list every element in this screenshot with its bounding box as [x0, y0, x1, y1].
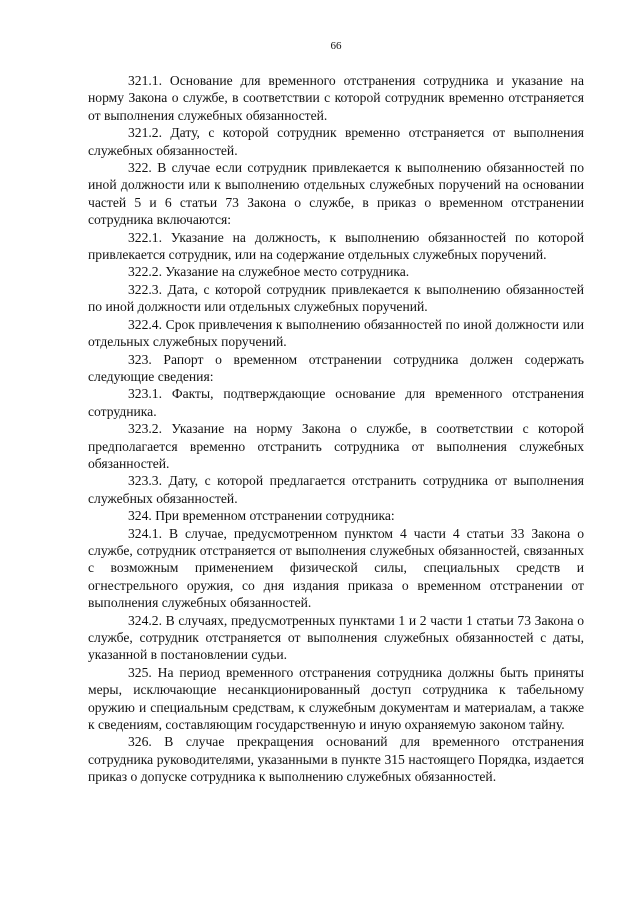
page-number: 66: [330, 40, 342, 52]
paragraph-324: 324. При временном отстранении сотрудника:: [128, 508, 395, 524]
paragraph-322: 322. В случае если сотрудник привлекается к выполнению обязанностей по иной должности или к выполнению отдельных служебных поручений на основании частей 5 и 6 статьи 73 Закона о службе, в приказ о временном отстранении сотрудника включаются:: [88, 160, 584, 228]
paragraph-322-2: 322.2. Указание на служебное место сотрудника.: [128, 264, 410, 280]
paragraph-326: 326. В случае прекращения оснований для временного отстранения сотрудника руководителями, указанными в пункте 315 настоящего Порядка, издается приказ о допуске сотрудника к выполнению служебных обязанностей.: [88, 734, 584, 785]
paragraph-322-4: 322.4. Срок привлечения к выполнению обязанностей по иной должности или отдельных служебных поручений.: [88, 316, 584, 350]
paragraph-323-1: 323.1. Факты, подтверждающие основание для временного отстранения сотрудника.: [88, 386, 584, 419]
paragraph-324-1: 324.1. В случае, предусмотренном пунктом 4 части 4 статьи 33 Закона о службе, сотрудник отстраняется от выполнения служебных обязанностей, связанных с возможным применением физической силы, специальных средств и огнестрельного оружия, со дня издания приказа о временном отстранении от выполнения служебных обязанностей.: [88, 525, 584, 611]
paragraph-325: 325. На период временного отстранения сотрудника должны быть приняты меры, исключающие несанкционированный доступ сотрудника к табельному оружию и специальным средствам, к служебным документам и материалам, а также к сведениям, составляющим государственную и иную охраняемую законом тайну.: [88, 664, 584, 733]
paragraph-322-1: 322.1. Указание на должность, к выполнению обязанностей по которой привлекается сотрудник, или на содержание отдельных служебных поручений.: [88, 229, 584, 263]
paragraph-323: 323. Рапорт о временном отстранении сотрудника должен содержать следующие сведения:: [88, 351, 584, 384]
paragraph-324-2: 324.2. В случаях, предусмотренных пунктами 1 и 2 части 1 статьи 73 Закона о службе, сотрудник отстраняется от выполнения служебных обязанностей с даты, указанной в постановлении судьи.: [88, 612, 584, 663]
paragraph-323-3: 323.3. Дату, с которой предлагается отстранить сотрудника от выполнения служебных обязанностей.: [88, 473, 584, 506]
paragraph-321-1: 321.1. Основание для временного отстранения сотрудника и указание на норму Закона о службе, в соответствии с которой сотрудник временно отстраняется от выполнения служебных обязанностей.: [88, 73, 584, 123]
paragraph-321-2: 321.2. Дату, с которой сотрудник временно отстраняется от выполнения служебных обязанностей.: [88, 125, 584, 158]
paragraph-323-2: 323.2. Указание на норму Закона о службе, в соответствии с которой предполагается временно отстранить сотрудника от выполнения служебных обязанностей.: [88, 421, 584, 471]
paragraph-322-3: 322.3. Дата, с которой сотрудник привлекается к выполнению обязанностей по иной должности или отдельных служебных поручений.: [88, 281, 584, 315]
